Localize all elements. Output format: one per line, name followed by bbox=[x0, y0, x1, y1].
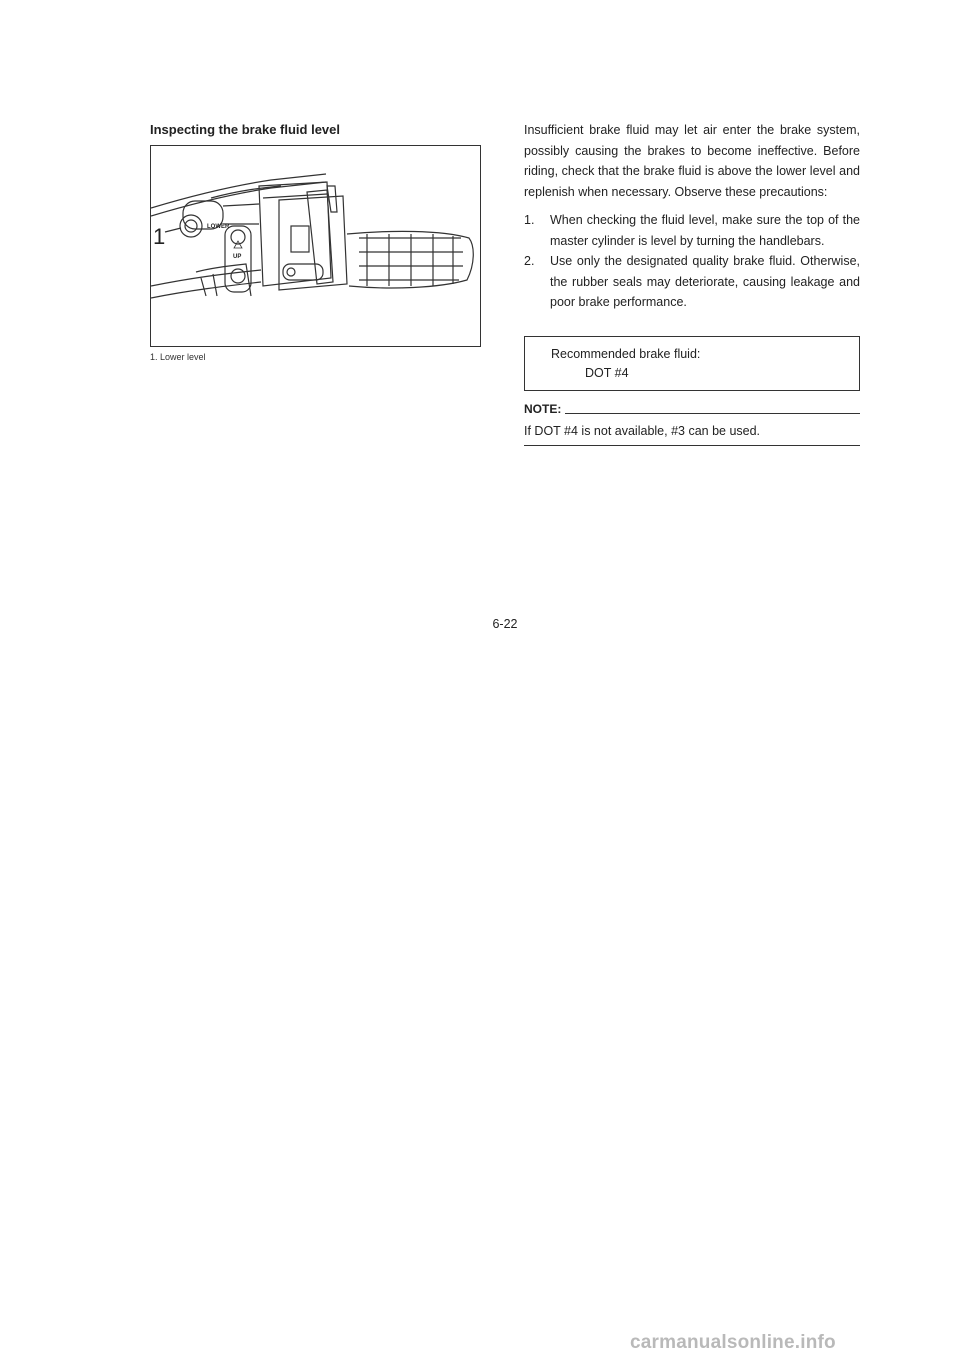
page-number: 6-22 bbox=[492, 617, 518, 631]
instructions-column bbox=[524, 120, 860, 313]
note-rule bbox=[565, 413, 860, 414]
note-heading: NOTE: bbox=[524, 402, 562, 416]
step-text: Use only the designated quality brake fluid. Otherwise, the rubber seals may deteriorate, causing leakage and poor brake performance. bbox=[550, 254, 860, 309]
step-number: 1. bbox=[524, 213, 535, 227]
step-text: When checking the fluid level, make sure the top of the master cylinder is level by turning the handlebars. bbox=[550, 213, 860, 248]
handlebar-illustration bbox=[151, 146, 479, 345]
lower-mark-label: LOWER bbox=[207, 224, 230, 230]
precautions-list bbox=[524, 210, 860, 313]
intro-paragraph: Insufficient brake fluid may let air enter the brake system, possibly causing the brakes to become ineffective. Before riding, check that the brake fluid is above the lower level and replenish when necessary. Observe these precautions: bbox=[524, 123, 860, 199]
note-end-rule bbox=[524, 445, 860, 446]
spec-label: Recommended brake fluid: bbox=[551, 347, 701, 361]
list-item bbox=[524, 210, 860, 251]
figure-caption: 1. Lower level bbox=[150, 352, 206, 362]
callout-number: 1 bbox=[153, 224, 166, 249]
section-title: Inspecting the brake fluid level bbox=[150, 122, 340, 137]
up-mark-label: UP bbox=[233, 254, 242, 260]
brake-reservoir-figure bbox=[150, 145, 481, 347]
watermark: carmanualsonline.info bbox=[630, 1332, 836, 1353]
spec-value: DOT #4 bbox=[585, 366, 629, 380]
note-header bbox=[524, 402, 860, 416]
spec-box bbox=[524, 336, 860, 391]
list-item bbox=[524, 251, 860, 313]
note-text: If DOT #4 is not available, #3 can be used. bbox=[524, 424, 761, 438]
step-number: 2. bbox=[524, 254, 535, 268]
